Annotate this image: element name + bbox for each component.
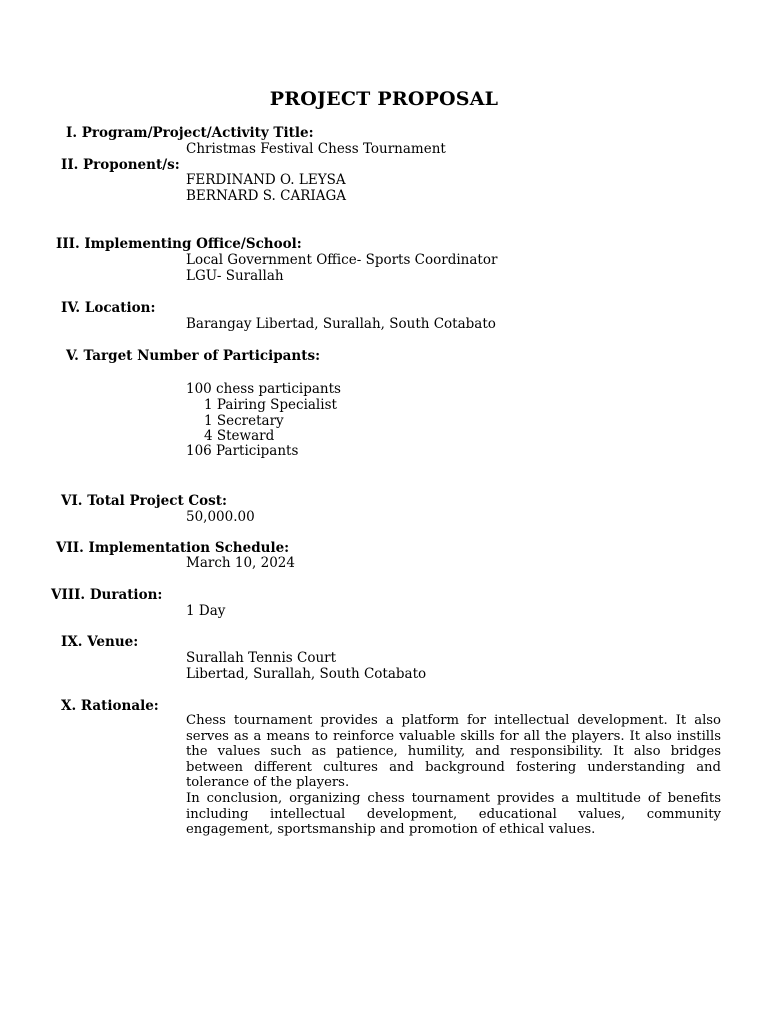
participants-total: 106 Participants bbox=[186, 443, 299, 459]
venue-line: Libertad, Surallah, South Cotabato bbox=[186, 666, 427, 682]
duration-value: 1 Day bbox=[186, 603, 226, 619]
section-rationale-heading: X. Rationale: bbox=[61, 698, 159, 714]
section-office-heading: III. Implementing Office/School: bbox=[56, 236, 302, 252]
office-line: LGU- Surallah bbox=[186, 268, 284, 284]
participants-line: 4 Steward bbox=[204, 428, 275, 444]
section-participants-heading: V. Target Number of Participants: bbox=[66, 348, 321, 364]
participants-line: 1 Pairing Specialist bbox=[204, 397, 337, 413]
participants-line: 1 Secretary bbox=[204, 413, 284, 429]
section-schedule-heading: VII. Implementation Schedule: bbox=[56, 540, 290, 556]
schedule-value: March 10, 2024 bbox=[186, 555, 295, 571]
section-title-heading: I. Program/Project/Activity Title: bbox=[66, 125, 314, 141]
section-proponent-heading: II. Proponent/s: bbox=[61, 157, 180, 173]
proponent-name: FERDINAND O. LEYSA bbox=[186, 172, 346, 188]
section-location-heading: IV. Location: bbox=[61, 300, 156, 316]
rationale-paragraph: Chess tournament provides a platform for intellectual development. It also serves as a means to reinforce valuable skills for all the players. It also instills the values such as patience, humility, and responsibility. It also bridges between different cultures and background fostering understanding and tolerance of the players. bbox=[186, 713, 721, 791]
proponent-name: BERNARD S. CARIAGA bbox=[186, 188, 346, 204]
project-title-value: Christmas Festival Chess Tournament bbox=[186, 141, 446, 157]
location-value: Barangay Libertad, Surallah, South Cotabato bbox=[186, 316, 496, 332]
participants-line: 100 chess participants bbox=[186, 381, 341, 397]
section-duration-heading: VIII. Duration: bbox=[51, 587, 163, 603]
rationale-paragraph: In conclusion, organizing chess tournament provides a multitude of benefits including intellectual development, educational values, community engagement, sportsmanship and promotion of ethical values. bbox=[186, 791, 721, 838]
cost-value: 50,000.00 bbox=[186, 509, 255, 525]
document-title: PROJECT PROPOSAL bbox=[269, 88, 499, 110]
section-venue-heading: IX. Venue: bbox=[61, 634, 139, 650]
office-line: Local Government Office- Sports Coordinator bbox=[186, 252, 498, 268]
section-cost-heading: VI. Total Project Cost: bbox=[61, 493, 227, 509]
venue-line: Surallah Tennis Court bbox=[186, 650, 337, 666]
